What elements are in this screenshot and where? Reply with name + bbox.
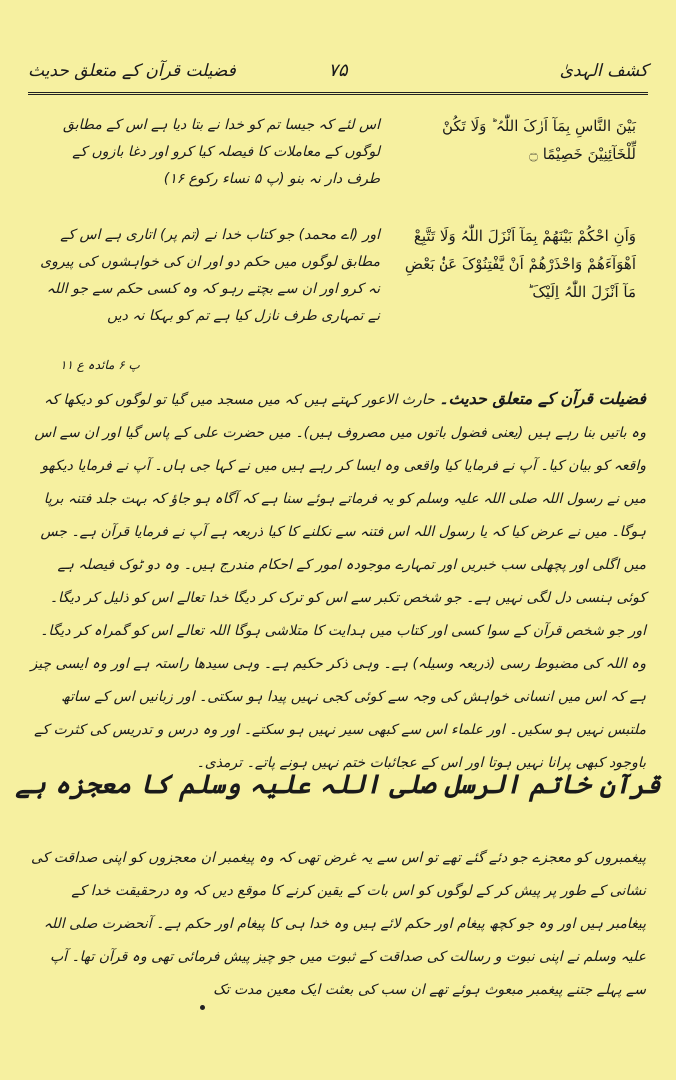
urdu-translation: اور (اے محمد) جو کتاب خدا نے (تم پر) اتاری ہے اس کے مطابق لوگوں میں حکم دو اور ان کی خواہشوں کی پیروی نہ کرو اور ان سے بچتے رہو کہ وہ کسی حکم سے جو اللہ نے تمہاری طرف نازل کیا ہے تم کو بہکا نہ دیں — [40, 227, 380, 324]
section-title: قرآن خاتم الرسل صلی اللہ علیہ وسلم کا معجزہ ہے — [15, 770, 661, 800]
paragraph-text: حارث الاعور کہتے ہیں کہ میں مسجد میں گیا تو لوگوں کو دیکھا کہ وہ باتیں بنا رہے ہیں (یعنی فضول باتوں میں مصروف ہیں)۔ میں حضرت علی کے پاس گیا اور ان سے اس واقعہ کو بیان کیا۔ آپ نے فرمایا کیا واقعی وہ ایسا کر رہے ہیں میں نے کہا جی ہاں۔ آپ نے فرمایا دیکھو میں نے رسول اللہ صلی اللہ علیہ وسلم کو یہ فرماتے ہوئے سنا ہے کہ آگاہ ہو جاؤ کہ بہت جلد فتنہ برپا ہوگا۔ میں نے عرض کیا کہ یا رسول اللہ اس فتنہ سے نکلنے کا کیا ذریعہ ہے آپ نے فرمایا قرآن ہے۔ جس میں اگلی اور پچھلی سب خبریں اور تمہارے موجودہ امور کے احکام مندرج ہیں۔ وہ دو ٹوک فیصلہ ہے کوئی ہنسی دل لگی نہیں ہے۔ جو شخص تکبر سے اس کو ترک کر دیگا خدا تعالے اس کو ذلیل کر دیگا۔ اور جو شخص قرآن کے سوا کسی اور کتاب میں ہدایت کا متلاشی ہوگا اللہ تعالے اس کو گمراہ کر دیگا۔ وہ اللہ کی مضبوط رسی (ذریعہ وسیلہ) ہے۔ وہی ذکر حکیم ہے۔ وہی سیدھا راستہ ہے اور وہ ایسی چیز ہے کہ اس میں انسانی خواہش کی وجہ سے کوئی کجی نہیں پیدا ہو سکتی۔ اور زبانیں اس کے ساتھ ملتبس نہیں ہو سکیں۔ اور علماء اس سے کبھی سیر نہیں ہو سکتے۔ اور وہ درس و تدریس کی کثرت کے باوجود کبھی پرانا نہیں ہوتا اور اس کے عجائبات ختم نہیں ہونے پاتے۔ ترمذی۔ — [30, 392, 646, 771]
header-chapter-title: فضیلت قرآن کے متعلق حدیث — [28, 61, 236, 81]
paragraph-text: پیغمبروں کو معجزے جو دئے گئے تھے تو اس سے یہ غرض تھی کہ وہ پیغمبر ان معجزوں کو اپنی صداقت کی نشانی کے طور پر پیش کر کے لوگوں کو اس بات کے یقین کرنے کا موقع دیں کہ وہ درحقیقت خدا کے پیغامبر ہیں اور وہ جو کچھ پیغام اور حکم لائے ہیں وہ خدا ہی کا پیغام اور حکم ہے۔ آنحضرت صلی اللہ علیہ وسلم نے اپنی نبوت و رسالت کی صداقت کے ثبوت میں جو چیز پیش فرمائی تھی وہ قرآن تھا۔ آپ سے پہلے جتنے پیغمبر مبعوث ہوئے تھے ان سب کی بعثت ایک معین مدت تک — [31, 850, 646, 998]
arabic-verse: بَیْنَ النَّاسِ بِمَآ اَرٰکَ اللّٰہُ ؕ وَلَا تَکُنْ لِّلْخَآئِنِیْنَ خَصِیْمًا ۝ — [441, 117, 636, 163]
miracle-paragraph — [30, 842, 646, 1007]
running-header — [28, 58, 648, 95]
section-heading: فضیلت قرآن کے متعلق حدیث۔ — [439, 389, 646, 408]
hadith-paragraph — [30, 382, 646, 780]
verse-reference: پ ۶ مائدہ ع ۱۱ — [60, 358, 140, 372]
page-number: ۷۵ — [328, 60, 348, 81]
page-mark — [200, 1005, 205, 1010]
verse-block-2 — [40, 222, 636, 352]
header-book-title: کشف الہدیٰ — [559, 61, 648, 81]
arabic-verse: وَاَنِ احْکُمْ بَیْنَھُمْ بِمَآ اَنْزَلَ اللّٰہُ وَلَا تَتَّبِعْ اَھْوَآءَھُمْ وَاحْذَرْھُمْ اَنْ یَّفْتِنُوْکَ عَنْۢ بَعْضِ مَآ اَنْزَلَ اللّٰہُ اِلَیْکَ ؕ — [404, 227, 636, 301]
verse-block-1 — [40, 112, 636, 192]
urdu-translation: اس لئے کہ جیسا تم کو خدا نے بتا دیا ہے اس کے مطابق لوگوں کے معاملات کا فیصلہ کیا کرو اور دغا بازوں کے طرف دار نہ بنو (پ ۵ نساء رکوع ۱۶) — [63, 117, 380, 187]
